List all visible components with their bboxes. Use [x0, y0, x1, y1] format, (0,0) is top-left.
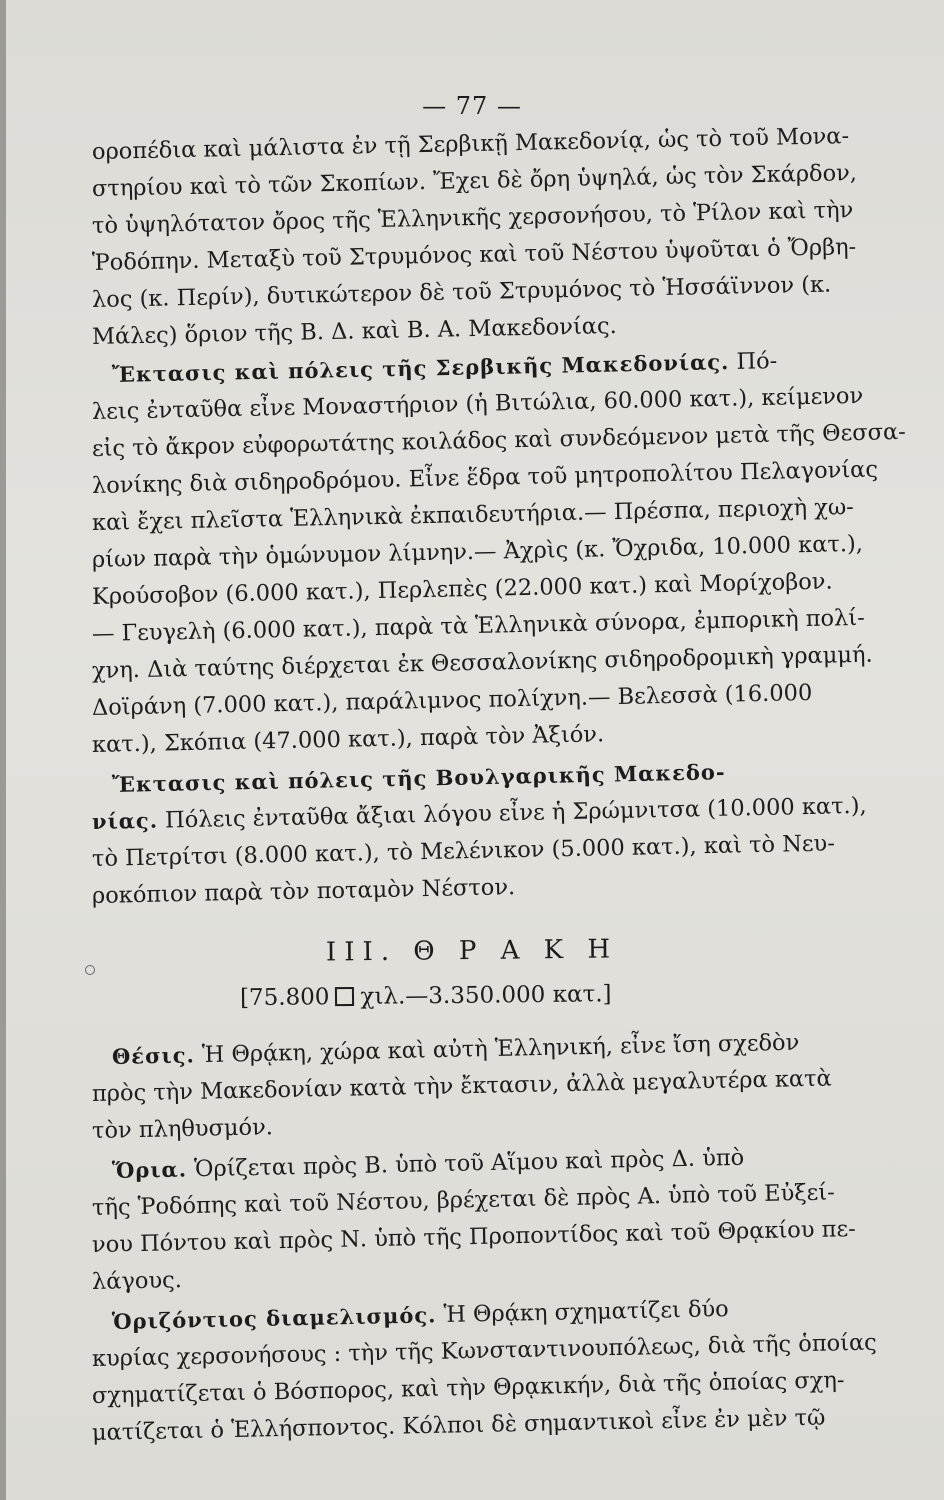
text-fragment: Ἡ Θρᾴκη, χώρα καὶ αὐτὴ Ἑλληνική, εἶνε ἴση σχεδὸν [201, 1029, 800, 1069]
text-line: Ῥοδόπην. Μεταξὺ τοῦ Στρυμόνος καὶ τοῦ Νέστου ὑψοῦται ὁ Ὄρβη- [91, 233, 857, 276]
text-line: στηρίου καὶ τὸ τῶν Σκοπίων. Ἔχει δὲ ὄρη ὑψηλά, ὡς τὸν Σκάρδον, [91, 159, 858, 202]
text-line: λος (κ. Περίν), δυτικώτερον δὲ τοῦ Στρυμόνος τὸ Ἡσσάϊννον (κ. [91, 271, 832, 313]
chapter-title: III. Θ Ρ Α Κ Η [325, 934, 619, 968]
text-line: οροπέδια καὶ μάλιστα ἐν τῇ Σερβικῇ Μακεδονίᾳ, ὡς τὸ τοῦ Μονα- [91, 123, 850, 165]
text-line: Δοϊράνη (7.000 κατ.), παράλιμνος πολίχνη.— Βελεσσὰ (16.000 [91, 679, 813, 721]
section-heading-horizontal-division: Ὁριζόντιος διαμελισμός. [111, 1302, 437, 1334]
text-line: νου Πόντου καὶ πρὸς Ν. ὑπὸ τῆς Προποντίδος καὶ τοῦ Θρᾳκίου πε- [91, 1216, 856, 1258]
text-line: τὸν πληθυσμόν. [91, 1114, 274, 1144]
page-number: — 77 — [422, 92, 522, 120]
section-heading-bulgarian-macedonia: Ἔκτασις καὶ πόλεις τῆς Βουλγαρικῆς Μακεδο- [111, 759, 726, 797]
square-symbol-icon [335, 987, 354, 1006]
binding-edge [0, 0, 6, 1500]
text-fragment: Πό- [736, 348, 778, 375]
section-heading-continued: νίας. [91, 807, 159, 834]
section-heading-borders: Ὅρια. [111, 1156, 188, 1183]
text-line: τῆς Ῥοδόπης καὶ τοῦ Νέστου, βρέχεται δὲ πρὸς Α. ὑπὸ τοῦ Εὐξεί- [91, 1179, 835, 1221]
text-line: εἰς τὸ ἄκρον εὐφορωτάτης κοιλάδος καὶ συνδεόμενον μετὰ τῆς Θεσσα- [91, 418, 907, 462]
population-value: χιλ.—3.350.000 κατ.] [360, 981, 612, 1010]
text-line: ρίων παρὰ τὴν ὁμώνυμον λίμνην.— Ἀχρὶς (κ. Ὄχριδα, 10.000 κατ.), [91, 530, 864, 573]
text-line: ροκόπιον παρὰ τὸν ποταμὸν Νέστον. [91, 874, 516, 909]
text-line: Κρούσοβον (6.000 κατ.), Περλεπὲς (22.000 κατ.) καὶ Μορίχοβον. [91, 568, 833, 610]
text-line: — Γευγελὴ (6.000 κατ.), παρὰ τὰ Ἑλληνικὰ σύνορα, ἐμπορικὴ πολί- [91, 604, 865, 647]
section-heading-position: Θέσις. [111, 1042, 196, 1069]
text-line: λονίκης διὰ σιδηροδρόμου. Εἶνε ἕδρα τοῦ μητροπολίτου Πελαγονίας [91, 456, 879, 499]
text-line: καὶ ἔχει πλεῖστα Ἑλληνικὰ ἐκπαιδευτήρια.— Πρέσπα, περιοχὴ χω- [91, 494, 855, 536]
text-fragment: Ἡ Θρᾴκη σχηματίζει δύο [443, 1296, 729, 1329]
area-value: [75.800 [239, 984, 330, 1012]
text-line: λεις ἐνταῦθα εἶνε Μοναστήριον (ἡ Βιτώλια, 60.000 κατ.), κείμενον [91, 382, 864, 425]
text-fragment: Ὁρίζεται πρὸς Β. ὑπὸ τοῦ Αἵμου καὶ πρὸς Δ. ὑπὸ [193, 1144, 745, 1183]
text-fragment: Πόλεις ἐνταῦθα ἄξιαι λόγου εἶνε ἡ Σρώμνιτσα (10.000 κατ.), [164, 792, 867, 834]
section-heading-serbian-macedonia: Ἔκτασις καὶ πόλεις τῆς Σερβικῆς Μακεδονίας. [111, 349, 730, 387]
text-line: σχηματίζεται ὁ Βόσπορος, καὶ τὴν Θρᾳκικήν, διὰ τῆς ὁποίας σχη- [91, 1367, 845, 1409]
text-line: χνη. Διὰ ταύτης διέρχεται ἐκ Θεσσαλονίκης σιδηροδρομικὴ γραμμή. [91, 641, 873, 684]
text-line: Μάλες) ὅριον τῆς Β. Δ. καὶ Β. Α. Μακεδονίας. [91, 313, 618, 350]
chapter-stats [240, 979, 840, 1011]
text-line: λάγους. [91, 1267, 183, 1295]
text-line: πρὸς τὴν Μακεδονίαν κατὰ τὴν ἔκτασιν, ἀλλὰ μεγαλυτέρα κατὰ [91, 1065, 833, 1107]
text-line: τὸ Πετρίτσι (8.000 κατ.), τὸ Μελένικον (5.000 κατ.), καὶ τὸ Νευ- [91, 830, 836, 872]
text-line: τὸ ὑψηλότατον ὄρος τῆς Ἑλληνικῆς χερσονήσου, τὸ Ῥίλον καὶ τὴν [91, 197, 854, 239]
text-line: κυρίας χερσονήσους : τὴν τῆς Κωνσταντινουπόλεως, διὰ τῆς ὁποίας [91, 1329, 878, 1372]
text-line: ματίζεται ὁ Ἑλλήσποντος. Κόλποι δὲ σημαντικοὶ εἶνε ἐν μὲν τῷ [91, 1404, 826, 1446]
text-line: κατ.), Σκόπια (47.000 κατ.), παρὰ τὸν Ἀξιόν. [91, 721, 605, 758]
